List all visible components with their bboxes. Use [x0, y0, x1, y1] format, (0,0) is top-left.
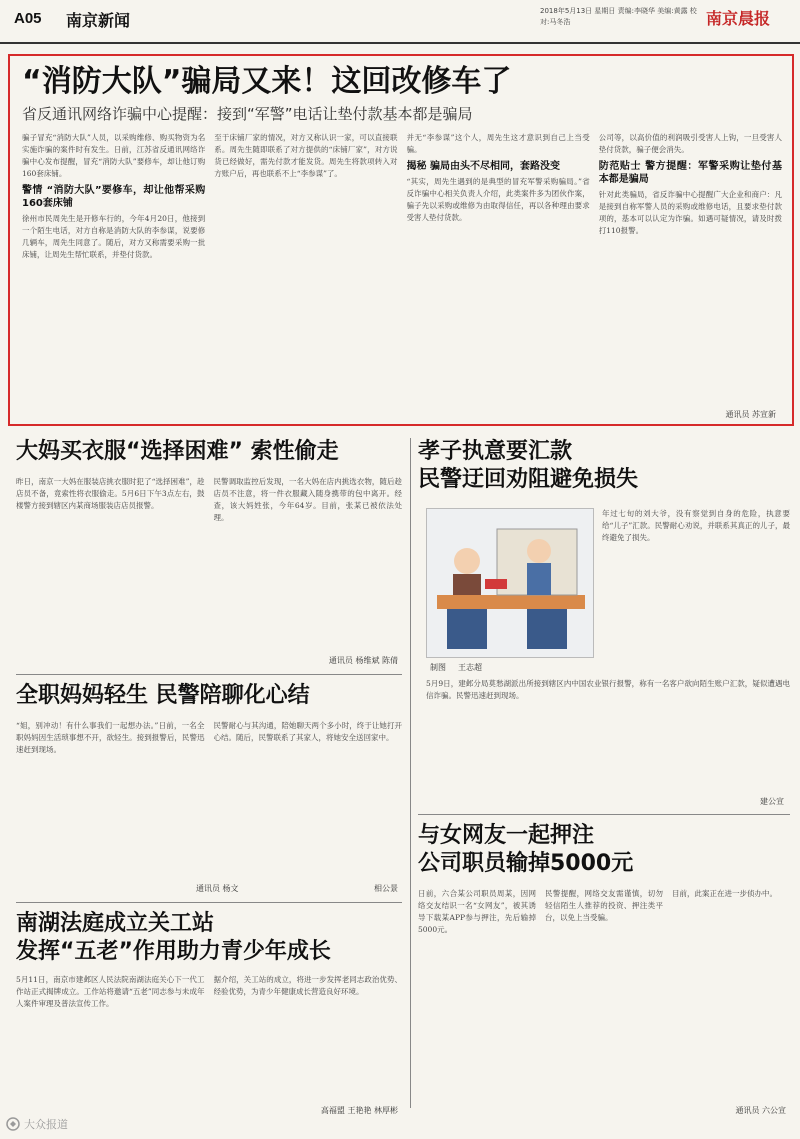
lead-subhead-tips: 防范贴士 警方提醒：军警采购让垫付基本都是骗局 [598, 161, 782, 185]
court-headline-1: 南湖法庭成立关工站 [16, 911, 215, 936]
game-col-1: 日前，六合某公司职员周某，因网络交友结识一名“女网友”，被其诱导下载某APP参与押注，先后输掉5000元。 [418, 889, 536, 934]
mom-col-1: “姐，别冲动！有什么事我们一起想办法。”日前，一名全职妈妈因生活琐事想不开，欲轻生。接到报警后，民警迅速赶到现场。 [16, 721, 205, 754]
lead-col-3-more: “其实，周先生遇到的是典型的冒充军警采购骗局。”省反诈骗中心相关负责人介绍，此类案件多为团伙作案，骗子先以采购或维修为由取得信任，再以各种理由要求受害人垫付货款。 [406, 177, 590, 222]
lead-byline: 通讯员 苏宣新 [725, 410, 776, 419]
mom-headline: 全职妈妈轻生 民警陪聊化心结 [16, 683, 310, 708]
lead-headline: “消防大队”骗局又来！这回改修车了 [22, 64, 512, 99]
lead-col-4-more: 针对此类骗局，省反诈骗中心提醒广大企业和商户：凡是接到自称军警人员的采购或维修电话，且要求垫付款项的，基本可以认定为诈骗。如遇可疑情况，请及时拨打110报警。 [598, 190, 782, 235]
watermark-logo-icon [6, 1117, 20, 1131]
son-headline-1: 孝子执意要汇款 [418, 439, 573, 464]
bank-counter-illustration [427, 509, 594, 658]
mom-col-2: 民警耐心与其沟通，陪她聊天两个多小时，终于让她打开心结。随后，民警联系了其家人，将她安全送回家中。 [213, 721, 402, 742]
game-col-3: 目前，此案正在进一步侦办中。 [672, 889, 777, 898]
issue-meta: 2018年5月13日 星期日 责编:李晓华 美编:黄露 校对:马冬浩 [540, 7, 697, 26]
court-col-1: 5月11日，南京市建邺区人民法院南湖法庭关心下一代工作站正式揭牌成立。工作站将邀请“五老”同志参与未成年人案件审理及普法宣传工作。 [16, 975, 205, 1008]
lead-col-1-text: 骗子冒充“消防大队”人员，以采购维修、购买物资为名实施诈骗的案件时有发生。日前，江苏省反通讯网络诈骗中心发布提醒，冒充“消防大队”要修车，却让他订购160套床铺。 [22, 133, 206, 178]
watermark-text: 大众报道 [24, 1118, 68, 1131]
mom-byline-right: 相公景 [374, 884, 398, 893]
mall-headline: 大妈买衣服“选择困难” 索性偷走 [16, 439, 339, 464]
court-col-2: 据介绍，关工站的成立，将进一步发挥老同志政治优势、经验优势，为青少年健康成长营造良好环境。 [213, 975, 402, 996]
lead-col-3-text: 并无“李参谋”这个人，周先生这才意识到自己上当受骗。 [406, 133, 590, 154]
mall-byline: 通讯员 杨维斌 陈倩 [328, 656, 398, 665]
court-headline-2: 发挥“五老”作用助力青少年成长 [16, 939, 331, 964]
story-court [16, 910, 402, 1116]
son-col-1: 5月9日，建邺分局莫愁湖派出所接到辖区内中国农业银行报警，称有一名客户欲向陌生账户汇款，疑似遭遇电信诈骗。民警迅速赶到现场。 [426, 679, 790, 700]
lead-subhead-alert: 警情 “消防大队”要修车，却让他帮采购160套床铺 [22, 185, 206, 209]
lead-col-1-more: 徐州市民周先生是开修车行的，今年4月20日，他接到一个陌生电话，对方自称是消防大队的李参谋，说要修几辆车，周先生同意了。随后，对方又称需要采购一批床铺，让周先生帮忙联系，并垫付货款。 [22, 214, 206, 259]
son-col-2: 年过七旬的刘大爷，没有察觉到自身的危险，执意要给“儿子”汇款。民警耐心劝说，并联系其真正的儿子，最终避免了损失。 [602, 509, 790, 542]
story-mall [16, 438, 402, 666]
son-col-1-wrap [426, 678, 790, 786]
son-illustration [426, 508, 594, 658]
mall-col-2: 民警调取监控后发现，一名大妈在店内挑选衣物，随后趁店员不注意，将一件衣服藏入随身携带的包中离开。经查，该大妈姓张，今年64岁。目前，张某已被依法处理。 [213, 477, 402, 522]
son-headline-2: 民警迂回劝阻避免损失 [418, 467, 639, 492]
divider-son [418, 814, 790, 815]
game-headline-2: 公司职员输掉5000元 [418, 851, 634, 876]
lead-col-2 [214, 132, 397, 382]
lead-col-3 [407, 132, 590, 382]
divider-mall [16, 674, 402, 675]
illustration-caption-name: 王志超 [458, 663, 482, 672]
mall-col-1: 昨日，南京一大妈在服装店挑衣服时犯了“选择困难”，趁店员不备，竟索性将衣服偷走。5月6日下午3点左右，鼓楼警方接到辖区内某商场服装店店员报警。 [16, 477, 205, 510]
game-headline-1: 与女网友一起押注 [418, 823, 595, 848]
watermark [6, 1116, 68, 1132]
divider-mom [16, 902, 402, 903]
game-byline: 通讯员 六公宣 [735, 1106, 786, 1115]
mom-byline: 通讯员 杨文 [196, 884, 239, 893]
story-game [418, 822, 790, 1116]
column-divider [410, 438, 411, 1108]
lead-col-4 [599, 132, 782, 382]
lead-subhead-reveal: 揭秘 骗局由头不尽相同，套路没变 [406, 161, 560, 172]
court-byline: 高福盟 王艳艳 林厚彬 [320, 1106, 398, 1115]
lead-story [22, 62, 782, 422]
section-title: 南京新闻 [66, 11, 131, 30]
lead-subheadline: 省反通讯网络诈骗中心提醒：接到“军警”电话让垫付款基本都是骗局 [22, 105, 473, 123]
page-header [0, 0, 800, 44]
illustration-caption-label: 制图 [430, 663, 446, 672]
page-number: A05 [14, 10, 42, 27]
lead-col-1 [22, 132, 205, 382]
lead-col-4-text: 公司等，以高价值的利润吸引受害人上钩，一旦受害人垫付货款，骗子便会消失。 [598, 133, 782, 154]
son-col-right-wrap [602, 508, 790, 668]
story-mom [16, 682, 402, 894]
paper-logo: 南京晨报 [706, 9, 771, 28]
game-col-2: 民警提醒，网络交友需谨慎，切勿轻信陌生人推荐的投资、押注类平台，以免上当受骗。 [545, 889, 663, 922]
lead-col-2-text: 至于床铺厂家的情况，对方又称认识一家，可以直接联系。周先生随即联系了对方提供的“床铺厂家”，对方说货已经做好，需先付款才能发货。周先生将款项转入对方账户后，再也联系不上“李参谋”了。 [214, 133, 398, 178]
son-byline: 建公宣 [760, 797, 784, 806]
